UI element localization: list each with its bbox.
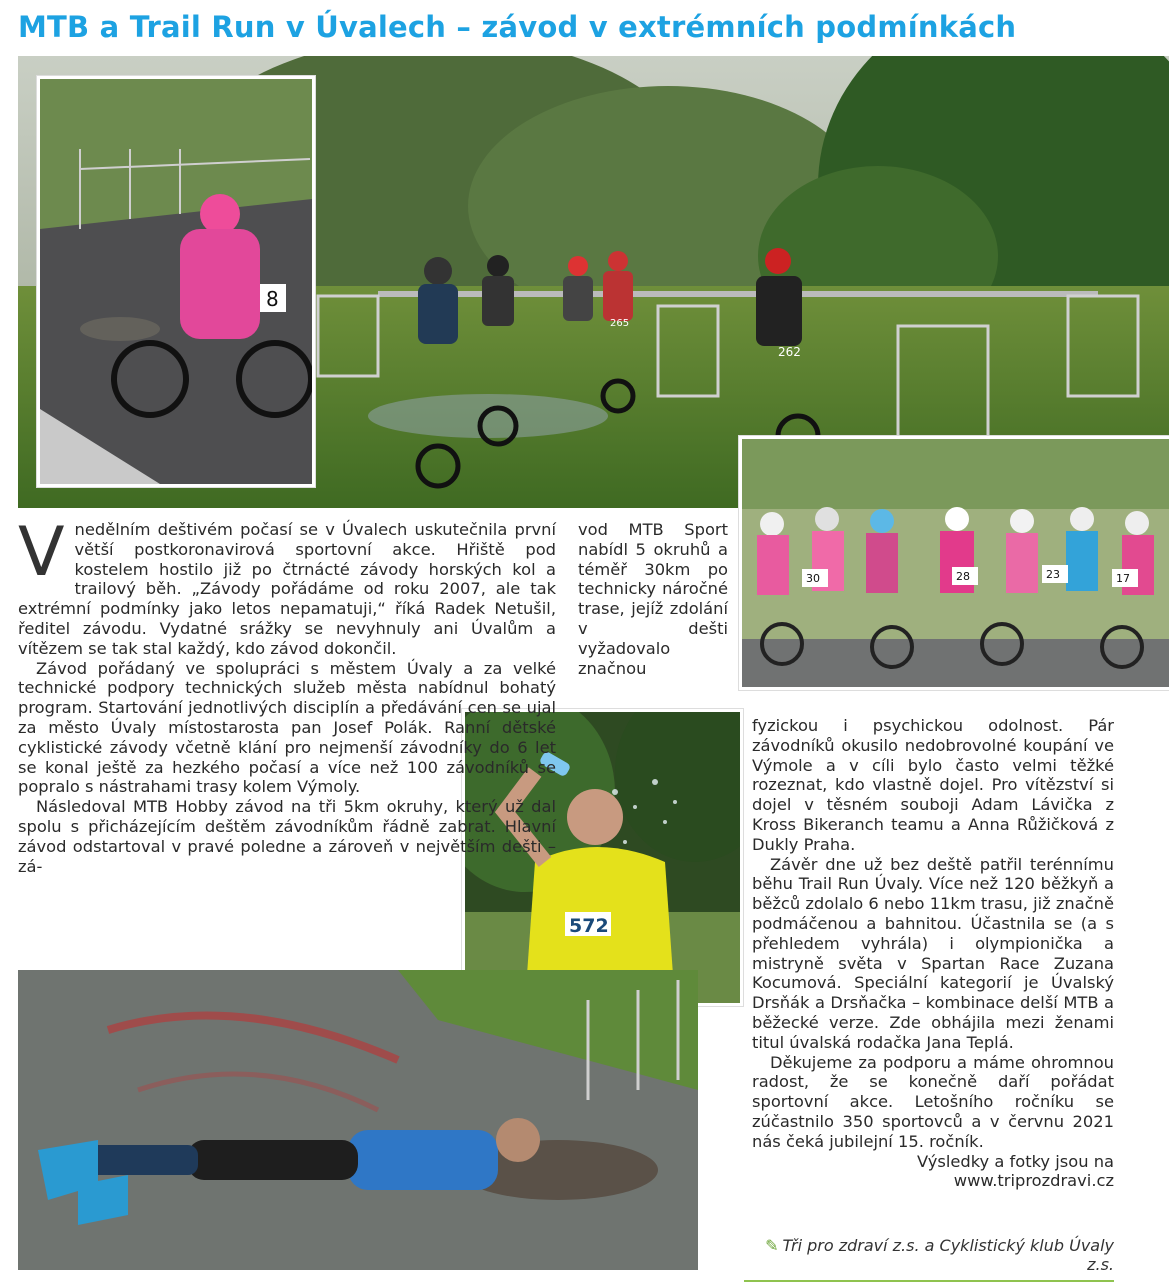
column-1	[18, 513, 556, 876]
bib-start-3: 23	[1046, 568, 1060, 581]
bib-kid: 8	[266, 287, 279, 311]
article-title: MTB a Trail Run v Úvalech – závod v extrémních podmínkách	[18, 10, 1017, 44]
photo-kid-cyclist	[37, 76, 315, 487]
column-2-text: vod MTB Sport nabídl 5 okruhů a téměř 30km po technicky náročné trase, jejíž zdolání v dešti vyžadovalo značnou	[578, 520, 728, 678]
pen-icon: ✎	[765, 1236, 779, 1255]
bib-start-4: 17	[1116, 572, 1130, 585]
signature	[744, 1236, 1114, 1282]
paragraph-4: fyzickou i psychickou odolnost. Pár závodníků okusilo nedobrovolné koupání ve Výmole a v cíli bylo často velmi těžké rozeznat, kdo vlastně dojel. Pro vítězství si dojel v těsném souboji Adam Lávička z Kross Bikeranch teamu a Anna Růžičková z Dukly Praha.	[752, 716, 1114, 854]
paragraph-2	[18, 659, 556, 798]
paragraph-intro-text: nedělním deštivém počasí se v Úvalech uskutečnila první větší postkoronavirová sportovní akce. Hřiště pod kostelem hostilo již po čtrnácté závody horských kol a trailový běh. „Závody pořádáme od roku 2007, ale tak extrémní podmínky jako letos nepamatuji,“ říká Radek Netušil, ředitel závodu. Vydatné srážky se nevyhnuly ani Úvalům a vítězem se tak stal každý, kdo závod dokončil.	[18, 520, 556, 658]
bib-runner: 572	[569, 915, 609, 937]
paragraph-2-text: Závod pořádaný ve spolupráci s městem Úvaly a za velké technické podpory technických služeb města nabídnul bohatý program. Startování jednotlivých disciplín a předávání cen se ujal za město Úvaly místostarosta pan Josef Polák. Ranní dětské cyklistické závody včetně klání pro nejmenší závodníky do 6 let se konal ještě za hezkého počasí a více než 100 závodníků se popralo s nástrahami trasy kolem Výmoly.	[18, 658, 556, 797]
paragraph-intro	[18, 513, 556, 659]
paragraph-3-text: Následoval MTB Hobby závod na tři 5km okruhy, který už dal spolu s přicházejícím deštěm závodníkům řádně zabrat. Hlavní závod odstartoval v pravé poledne a zároveň v největším dešti – zá-	[18, 797, 556, 876]
column-2	[578, 520, 728, 678]
paragraph-3	[18, 797, 556, 876]
bib-start-2: 28	[956, 570, 970, 583]
bib-265: 265	[610, 318, 630, 329]
photo-mud-runner	[18, 970, 698, 1270]
signature-text: Tři pro zdraví z.s. a Cyklistický klub Úvaly z.s.	[782, 1236, 1114, 1274]
paragraph-5: Závěr dne už bez deště patřil terénnímu běhu Trail Run Úvaly. Více než 120 běžkyň a běžců zdolalo 6 nebo 11km trasu, již značně podmáčenou a bahnitou. Účastnila se (a s přehledem vyhrála) i olympionička a mistryně světa v Spartan Race Zuzana Kocumová. Speciální kategorií je Úvalský Drsňák a Drsňačka – kombinace delší MTB a běžecké verze. Zde obhájila mezi ženami titul úvalská rodačka Jana Teplá.	[752, 854, 1114, 1052]
bib-262: 262	[778, 345, 801, 359]
paragraph-6: Děkujeme za podporu a máme ohromnou radost, že se konečně daří pořádat sportovní akce. Letošního ročníku se zúčastnilo 350 sportovců a v červnu 2021 nás čeká jubilejní 15. ročník.	[752, 1052, 1114, 1151]
column-3	[752, 716, 1114, 1191]
bib-start-1: 30	[806, 572, 820, 585]
results-link[interactable]: Výsledky a fotky jsou na www.triprozdravi.cz	[917, 1151, 1114, 1191]
dropcap: V	[18, 513, 65, 592]
photo-kids-start	[739, 436, 1169, 690]
